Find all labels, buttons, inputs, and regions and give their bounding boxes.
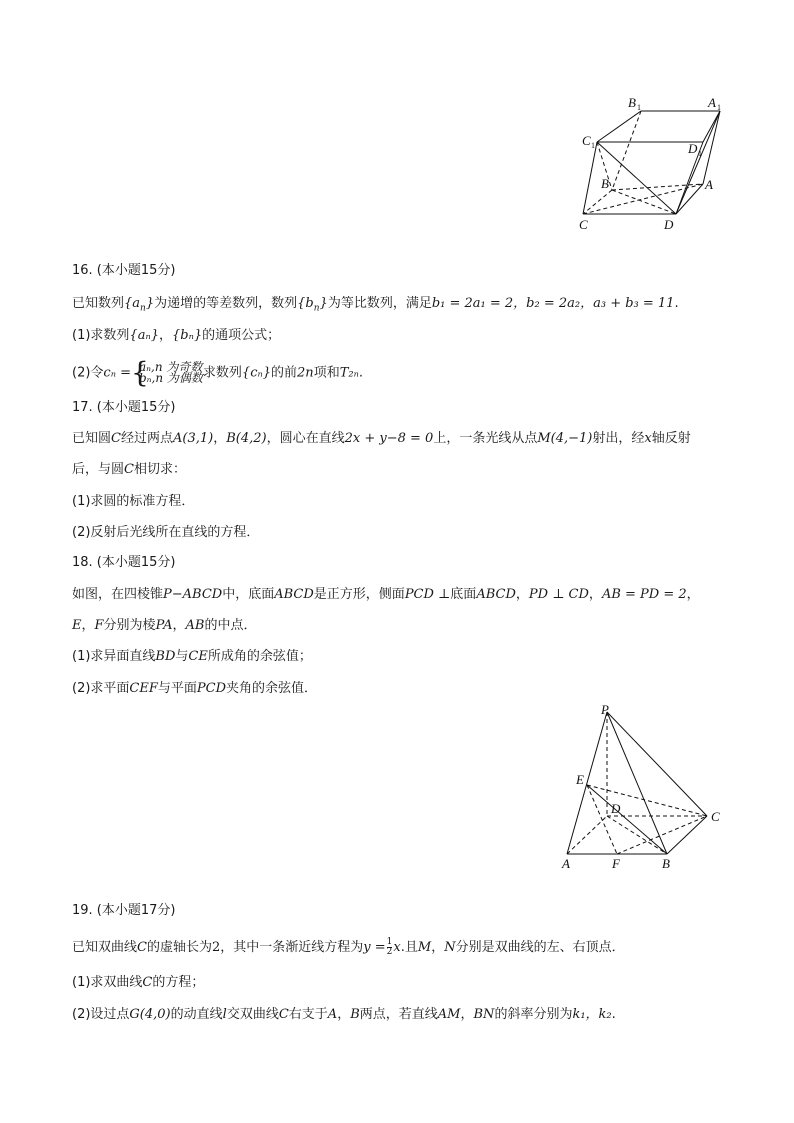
q18-part2: (2)求平面CEF与平面PCD夹角的余弦值． xyxy=(72,681,318,696)
label-A1: A xyxy=(708,95,716,110)
q18-header: 18. (本小题15分) xyxy=(72,555,176,570)
label-B1: B xyxy=(628,95,636,110)
q17-part2: (2)反射后光线所在直线的方程． xyxy=(72,525,260,540)
q16-part1: (1)求数列{aₙ}，{bₙ}的通项公式； xyxy=(72,328,281,343)
label-B: B xyxy=(662,856,670,871)
label-D1-sub: 1 xyxy=(698,149,702,158)
q19-stem: 已知双曲线C的虚轴长为2，其中一条渐近线方程为y = $\frac{1}{2}$ x.且M，N分别是双曲线的左、右顶点． xyxy=(72,937,625,957)
prism-figure xyxy=(572,92,732,238)
label-A1-sub: 1 xyxy=(717,103,721,112)
label-A: A xyxy=(562,856,570,871)
label-D: D xyxy=(664,217,674,232)
label-A: A xyxy=(705,177,713,192)
label-B: B xyxy=(601,176,609,191)
q19-header: 19. (本小题17分) xyxy=(72,903,176,918)
label-C: C xyxy=(579,217,588,232)
label-C: C xyxy=(711,809,720,824)
label-B1-sub: 1 xyxy=(637,103,641,112)
label-E: E xyxy=(576,772,584,787)
q18-stem-line2: E，F分别为棱PA，AB的中点． xyxy=(72,618,257,633)
q16-header: 16. (本小题15分) xyxy=(72,263,176,278)
label-C1-sub: 1 xyxy=(591,141,595,150)
label-D1: D xyxy=(688,141,698,156)
q18-stem-line1: 如图，在四棱锥P−ABCD中，底面ABCD是正方形，侧面PCD ⊥底面ABCD，PD ⊥ CD，AB = PD = 2， xyxy=(72,587,700,602)
fraction: $\frac{1}{2}$ xyxy=(386,937,393,957)
label-P: P xyxy=(601,702,609,717)
q17-header: 17. (本小题15分) xyxy=(72,400,176,415)
label-F: F xyxy=(612,856,620,871)
q18-part1: (1)求异面直线BD与CE所成角的余弦值； xyxy=(72,649,312,664)
label-D: D xyxy=(611,801,621,816)
q16-part2: (2)令cₙ = { aₙ,n 为奇数 bₙ,n 为偶数 求数列{cₙ}的前2n项和T₂ₙ. xyxy=(72,356,363,389)
q19-part2: (2)设过点G(4,0)的动直线l交双曲线C右支于A，B两点，若直线AM，BN的斜率分别为k₁，k₂. xyxy=(72,1007,616,1022)
pyramid-figure xyxy=(555,700,730,875)
q17-stem-line1: 已知圆C经过两点A(3,1)，B(4,2)，圆心在直线2x + y−8 = 0上，一条光线从点M(4,−1)射出，经x轴反射 xyxy=(72,431,691,446)
q16-stem: 已知数列$\{a_n\}$为递增的等差数列，数列$\{b_n\}$为等比数列，满足b₁ = 2a₁ = 2，b₂ = 2a₂，a₃ + b₃ = 11. xyxy=(72,296,679,314)
piecewise-cases: { aₙ,n 为奇数 bₙ,n 为偶数 xyxy=(131,356,203,389)
q17-part1: (1)求圆的标准方程． xyxy=(72,494,195,509)
label-C1: C xyxy=(582,133,591,148)
q17-stem-line2: 后，与圆C相切求： xyxy=(72,462,186,477)
q19-part1: (1)求双曲线C的方程； xyxy=(72,975,205,990)
